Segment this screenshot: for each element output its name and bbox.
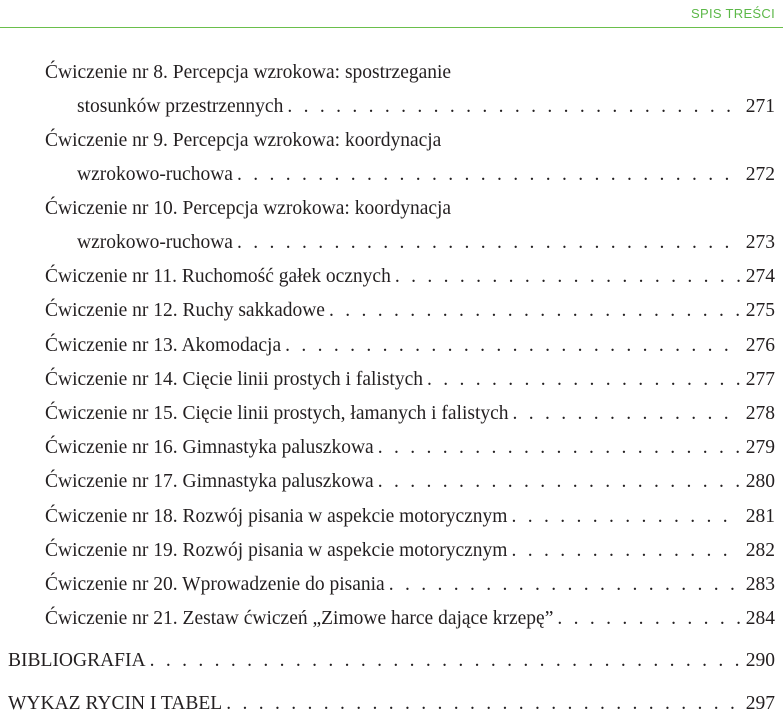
- toc-entry-21[interactable]: [45, 607, 775, 631]
- toc-page-number: 274: [745, 266, 775, 287]
- toc-entry-text: Ćwiczenie nr 18. Rozwój pisania w aspekcie motorycznym: [45, 506, 508, 527]
- toc-page-number: 284: [745, 608, 775, 629]
- dot-leader: [237, 231, 740, 255]
- toc-entry-16[interactable]: [45, 436, 775, 460]
- toc-entry-10-continuation[interactable]: [77, 231, 775, 255]
- dot-leader: [511, 505, 739, 529]
- toc-entry-13[interactable]: [45, 334, 775, 358]
- header-title: SPIS TREŚCI: [691, 6, 775, 21]
- dot-leader: [513, 402, 740, 426]
- toc-entry-text: Ćwiczenie nr 14. Cięcie linii prostych i falistych: [45, 369, 423, 390]
- toc-page-number: 279: [745, 437, 775, 458]
- dot-leader: [285, 334, 740, 358]
- toc-entry-text: Ćwiczenie nr 9. Percepcja wzrokowa: koordynacja: [45, 130, 442, 151]
- toc-entry-14[interactable]: [45, 368, 775, 392]
- toc-page-number: 273: [745, 232, 775, 253]
- toc-entry-15[interactable]: [45, 402, 775, 426]
- toc-entry-19[interactable]: [45, 539, 775, 563]
- toc-entry-text: Ćwiczenie nr 13. Akomodacja: [45, 335, 282, 356]
- toc-entry-text: Ćwiczenie nr 17. Gimnastyka paluszkowa: [45, 471, 374, 492]
- dot-leader: [511, 539, 739, 563]
- toc-section-wykaz-rycin[interactable]: [8, 692, 775, 716]
- dot-leader: [237, 163, 740, 187]
- toc-entry-text: Ćwiczenie nr 11. Ruchomość gałek ocznych: [45, 266, 391, 287]
- toc-entry-12[interactable]: [45, 299, 775, 323]
- toc-page-number: 281: [745, 506, 775, 527]
- toc-page-number: 276: [745, 335, 775, 356]
- toc-entry-text: Ćwiczenie nr 12. Ruchy sakkadowe: [45, 300, 325, 321]
- toc-page-number: 275: [745, 300, 775, 321]
- dot-leader: [287, 95, 739, 119]
- toc-entry-text: Ćwiczenie nr 16. Gimnastyka paluszkowa: [45, 437, 374, 458]
- toc-entry-9-title[interactable]: [45, 129, 775, 153]
- dot-leader: [557, 607, 739, 631]
- dot-leader: [378, 436, 740, 460]
- dot-leader: [329, 299, 740, 323]
- toc-entry-text: Ćwiczenie nr 21. Zestaw ćwiczeń „Zimowe harce dające krzepę”: [45, 608, 554, 629]
- toc-entry-text: Ćwiczenie nr 20. Wprowadzenie do pisania: [45, 574, 385, 595]
- toc-page-number: 282: [745, 540, 775, 561]
- toc-entry-text: Ćwiczenie nr 10. Percepcja wzrokowa: koordynacja: [45, 198, 452, 219]
- toc-page-number: 283: [745, 574, 775, 595]
- toc-entry-text: wzrokowo-ruchowa: [77, 232, 233, 253]
- toc-page-number: 272: [745, 164, 775, 185]
- toc-entry-text: wzrokowo-ruchowa: [77, 164, 233, 185]
- toc-entry-text: stosunków przestrzennych: [77, 96, 284, 117]
- toc-page-number: 297: [745, 693, 775, 714]
- toc-entry-text: Ćwiczenie nr 15. Cięcie linii prostych, łamanych i falistych: [45, 403, 509, 424]
- toc-entry-10-title[interactable]: [45, 197, 775, 221]
- toc-entry-8-title[interactable]: [45, 61, 775, 85]
- toc-section-text: BIBLIOGRAFIA: [8, 650, 146, 671]
- toc-page-number: 277: [745, 369, 775, 390]
- toc-page-number: 271: [745, 96, 775, 117]
- toc-entry-11[interactable]: [45, 265, 775, 289]
- toc-entry-18[interactable]: [45, 505, 775, 529]
- dot-leader: [150, 649, 740, 673]
- toc-entry-8-continuation[interactable]: [77, 95, 775, 119]
- toc-entry-text: Ćwiczenie nr 19. Rozwój pisania w aspekcie motorycznym: [45, 540, 508, 561]
- running-header: [0, 0, 783, 28]
- dot-leader: [226, 692, 740, 716]
- toc-entry-17[interactable]: [45, 470, 775, 494]
- toc-page-number: 280: [745, 471, 775, 492]
- toc-entry-9-continuation[interactable]: [77, 163, 775, 187]
- toc-section-bibliografia[interactable]: [8, 649, 775, 673]
- toc-entry-text: Ćwiczenie nr 8. Percepcja wzrokowa: spostrzeganie: [45, 62, 452, 83]
- toc-page-number: 290: [745, 650, 775, 671]
- toc-page-number: 278: [745, 403, 775, 424]
- dot-leader: [427, 368, 740, 392]
- dot-leader: [395, 265, 740, 289]
- toc-section-text: WYKAZ RYCIN I TABEL: [8, 693, 223, 714]
- toc-entry-20[interactable]: [45, 573, 775, 597]
- dot-leader: [378, 470, 740, 494]
- dot-leader: [389, 573, 740, 597]
